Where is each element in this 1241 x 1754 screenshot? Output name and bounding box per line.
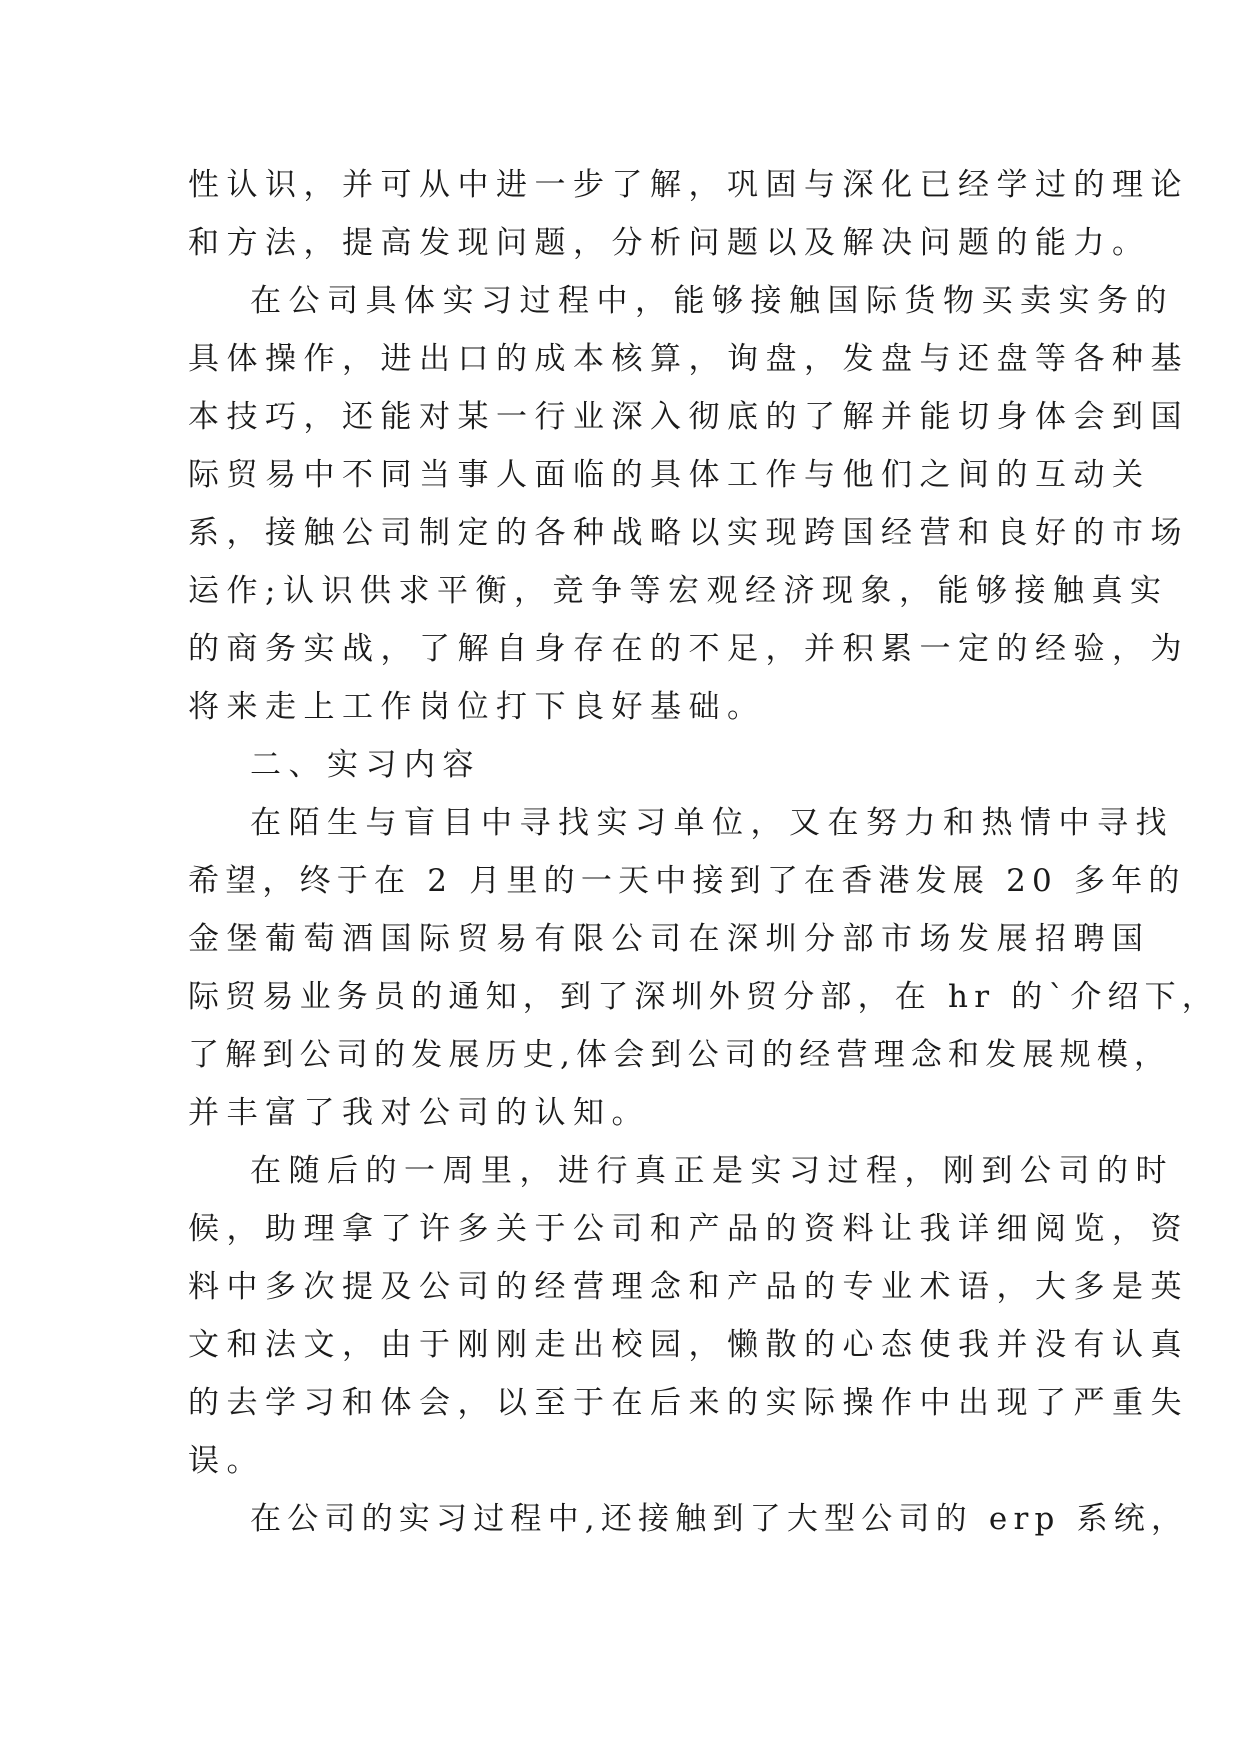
text-line: 在随后的一周里，进行真正是实习过程，刚到公司的时 bbox=[250, 1153, 1174, 1189]
text-line: 了解到公司的发展历史,体会到公司的经营理念和发展规模， bbox=[188, 1037, 1172, 1073]
text-line: 文和法文，由于刚刚走出校园，懒散的心态使我并没有认真 bbox=[188, 1327, 1189, 1363]
text-line: 误。 bbox=[188, 1443, 265, 1479]
text-line: 将来走上工作岗位打下良好基础。 bbox=[188, 689, 766, 725]
text-line: 具体操作，进出口的成本核算，询盘，发盘与还盘等各种基 bbox=[188, 341, 1189, 377]
text-line: 希望，终于在 2 月里的一天中接到了在香港发展 20 多年的 bbox=[188, 863, 1186, 899]
text-line: 际贸易中不同当事人面临的具体工作与他们之间的互动关 bbox=[188, 457, 1151, 493]
text-line: 和方法，提高发现问题，分析问题以及解决问题的能力。 bbox=[188, 225, 1151, 261]
text-line: 金堡葡萄酒国际贸易有限公司在深圳分部市场发展招聘国 bbox=[188, 921, 1151, 957]
text-line: 的去学习和体会，以至于在后来的实际操作中出现了严重失 bbox=[188, 1385, 1189, 1421]
text-line: 在陌生与盲目中寻找实习单位，又在努力和热情中寻找 bbox=[250, 805, 1174, 841]
text-line: 际贸易业务员的通知，到了深圳外贸分部，在 hr 的`介绍下， bbox=[188, 979, 1219, 1015]
text-line: 的商务实战，了解自身存在的不足，并积累一定的经验，为 bbox=[188, 631, 1189, 667]
section-heading: 二、实习内容 bbox=[250, 747, 481, 783]
text-line: 系，接触公司制定的各种战略以实现跨国经营和良好的市场 bbox=[188, 515, 1189, 551]
text-line: 料中多次提及公司的经营理念和产品的专业术语，大多是英 bbox=[188, 1269, 1189, 1305]
document-body bbox=[188, 156, 1219, 1548]
text-line: 在公司具体实习过程中，能够接触国际货物买卖实务的 bbox=[250, 283, 1174, 319]
text-line: 并丰富了我对公司的认知。 bbox=[188, 1095, 650, 1131]
text-line: 本技巧，还能对某一行业深入彻底的了解并能切身体会到国 bbox=[188, 399, 1189, 435]
text-line: 在公司的实习过程中,还接触到了大型公司的 erp 系统， bbox=[250, 1501, 1189, 1537]
text-line: 性认识，并可从中进一步了解，巩固与深化已经学过的理论 bbox=[188, 167, 1189, 203]
text-line: 运作;认识供求平衡，竞争等宏观经济现象，能够接触真实 bbox=[188, 573, 1169, 609]
text-line: 候，助理拿了许多关于公司和产品的资料让我详细阅览，资 bbox=[188, 1211, 1189, 1247]
